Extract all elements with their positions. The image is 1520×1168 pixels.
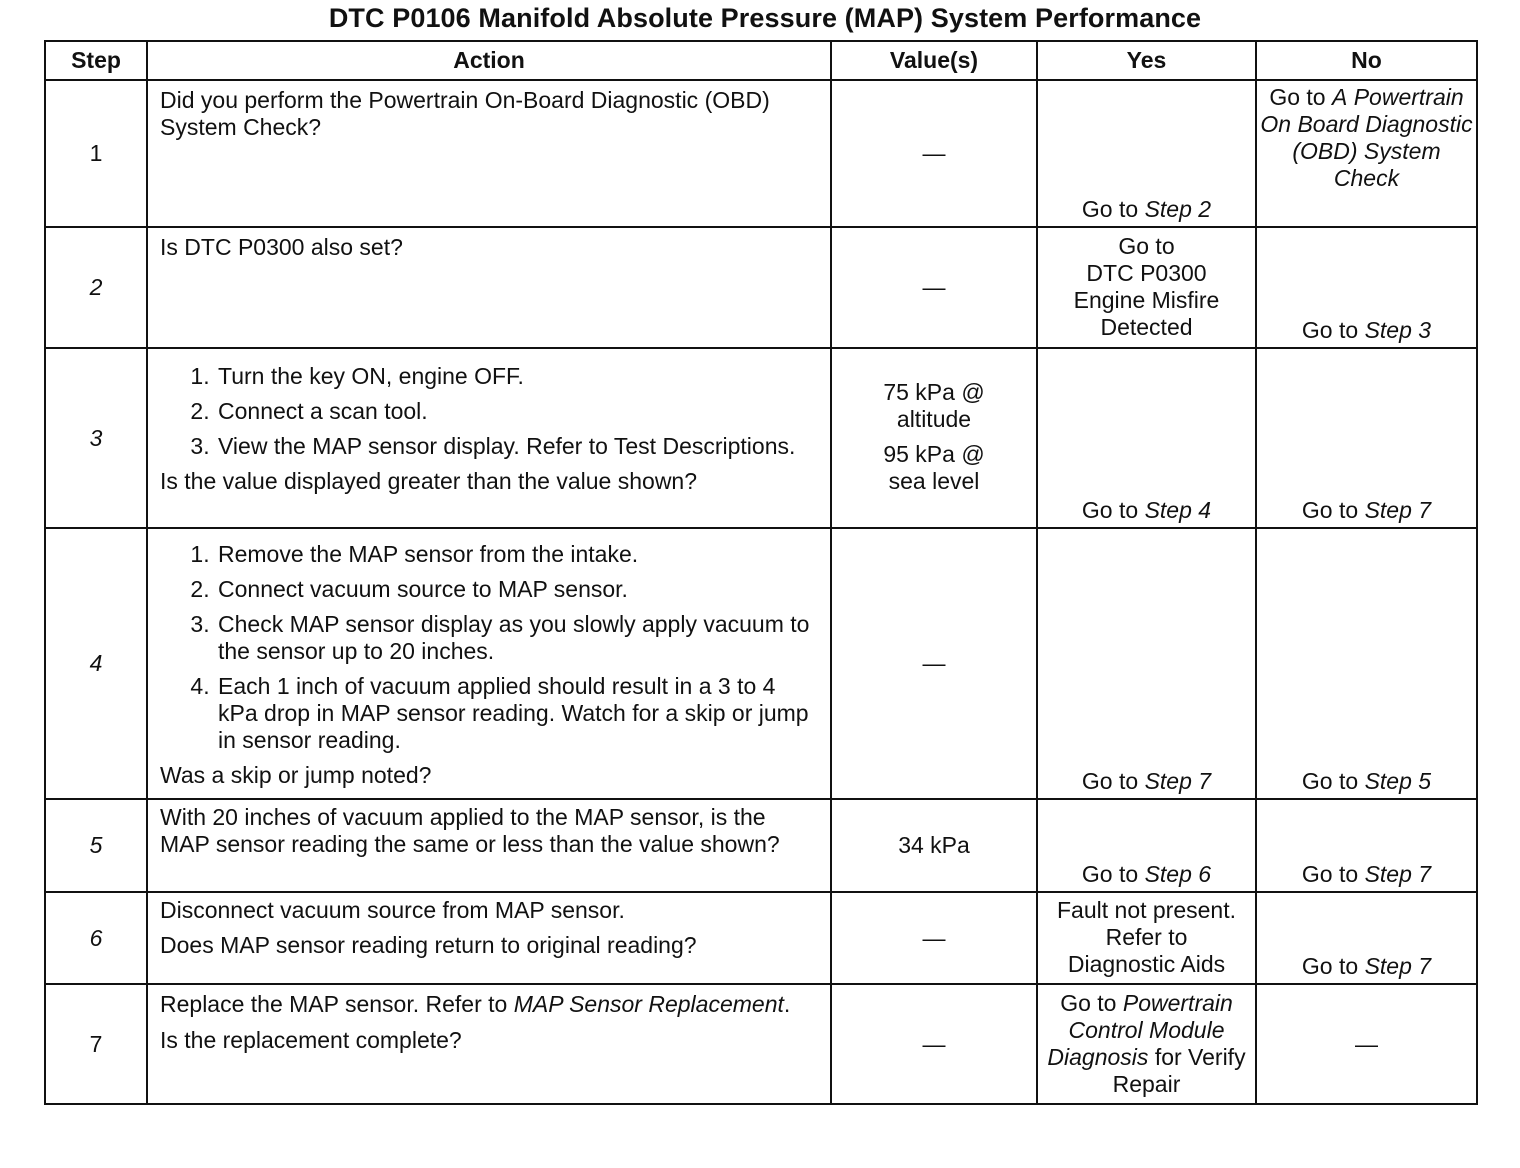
value-cell [831, 528, 1037, 799]
empty-dash: — [1355, 1030, 1378, 1057]
yes-cell [1037, 799, 1256, 892]
procedure-step: 1. Remove the MAP sensor from the intake. [216, 541, 820, 568]
yes-cell [1037, 892, 1256, 984]
empty-dash: — [922, 140, 946, 166]
action-text: Did you perform the Powertrain On-Board Diagnostic (OBD) System Check? [160, 87, 770, 140]
action-text: Is DTC P0300 also set? [160, 234, 403, 260]
table-row [45, 892, 1477, 984]
header-values: Value(s) [831, 41, 1037, 80]
action-ref: MAP Sensor Replacement [513, 991, 784, 1017]
yes-prefix: Go to [1081, 861, 1139, 887]
action-text: With 20 inches of vacuum applied to the MAP sensor, is the MAP sensor reading the same or less than the value shown? [160, 804, 780, 857]
question-text: Is the replacement complete? [160, 1027, 462, 1053]
action-text: Replace the MAP sensor. Refer to MAP Sensor Replacement. [160, 991, 791, 1017]
yes-ref: Powertrain Control Module Diagnosis [1047, 990, 1233, 1070]
header-no: No [1256, 41, 1477, 80]
action-prefix: Replace the MAP sensor. Refer to [160, 991, 508, 1017]
no-cell [1256, 892, 1477, 984]
yes-cell [1037, 80, 1256, 227]
yes-ref: Step 6 [1144, 861, 1212, 887]
no-ref: Step 7 [1364, 953, 1432, 979]
yes-ref: Step 7 [1144, 768, 1212, 794]
value-cell [831, 80, 1037, 227]
table-row [45, 227, 1477, 348]
header-yes: Yes [1037, 41, 1256, 80]
no-ref: Step 7 [1364, 861, 1432, 887]
procedure-step: 1. Turn the key ON, engine OFF. [216, 363, 820, 390]
table-row [45, 348, 1477, 528]
no-cell [1256, 799, 1477, 892]
value-line: 95 kPa @ sea level [883, 441, 985, 494]
procedure-step: 3. Check MAP sensor display as you slowly apply vacuum to the sensor up to 20 inches. [216, 611, 820, 665]
step-number: 4 [45, 528, 147, 799]
no-prefix: Go to [1301, 317, 1359, 343]
value-cell [831, 984, 1037, 1104]
value-text: 34 kPa [898, 832, 970, 858]
yes-prefix: Go to [1081, 497, 1139, 523]
table-row [45, 799, 1477, 892]
yes-ref: Step 2 [1144, 196, 1212, 222]
table-row [45, 80, 1477, 227]
question-text: Does MAP sensor reading return to original reading? [160, 932, 697, 958]
step-number: 5 [45, 799, 147, 892]
step-number: 1 [45, 80, 147, 227]
empty-dash: — [922, 924, 946, 951]
question-text: Was a skip or jump noted? [160, 762, 432, 788]
value-cell [831, 348, 1037, 528]
table-row [45, 528, 1477, 799]
no-cell [1256, 80, 1477, 227]
yes-prefix: Go to [1060, 990, 1117, 1016]
step-number: 7 [45, 984, 147, 1104]
procedure-step: 2. Connect vacuum source to MAP sensor. [216, 576, 820, 603]
no-cell [1256, 984, 1477, 1104]
no-ref: Step 7 [1364, 497, 1432, 523]
action-cell [147, 348, 831, 528]
header-action: Action [147, 41, 831, 80]
yes-ref: Step 4 [1144, 497, 1212, 523]
procedure-step: 2. Connect a scan tool. [216, 398, 820, 425]
no-prefix: Go to [1301, 497, 1359, 523]
procedure-step: 4. Each 1 inch of vacuum applied should result in a 3 to 4 kPa drop in MAP sensor reading. Watch for a skip or jump in sensor reading. [216, 673, 820, 754]
yes-suffix: for Verify Repair [1112, 1044, 1246, 1097]
no-prefix: Go to [1301, 953, 1359, 979]
value-line: 75 kPa @ altitude [883, 379, 985, 432]
action-line: Disconnect vacuum source from MAP sensor. [160, 897, 625, 923]
procedure-list [160, 541, 820, 754]
header-row [45, 41, 1477, 80]
no-ref: Step 3 [1364, 317, 1432, 343]
step-number: 3 [45, 348, 147, 528]
no-cell [1256, 348, 1477, 528]
value-cell [831, 799, 1037, 892]
no-ref: Step 5 [1364, 768, 1432, 794]
no-prefix: Go to [1301, 861, 1359, 887]
yes-line: DTC P0300 [1086, 260, 1207, 286]
step-number: 6 [45, 892, 147, 984]
action-cell [147, 227, 831, 348]
page-title: DTC P0106 Manifold Absolute Pressure (MAP) System Performance [328, 3, 1202, 33]
header-step: Step [45, 41, 147, 80]
no-cell [1256, 528, 1477, 799]
yes-line: Engine Misfire [1073, 287, 1220, 313]
yes-prefix: Go to [1081, 768, 1139, 794]
yes-line: Go to [1118, 233, 1175, 259]
empty-dash: — [922, 1030, 946, 1057]
diagnostic-table [44, 40, 1478, 1105]
yes-cell [1037, 348, 1256, 528]
question-text: Is the value displayed greater than the value shown? [160, 468, 698, 494]
yes-line: Refer to [1105, 924, 1188, 950]
action-cell [147, 799, 831, 892]
yes-cell [1037, 528, 1256, 799]
yes-prefix: Go to [1081, 196, 1139, 222]
yes-cell [1037, 984, 1256, 1104]
table-row [45, 984, 1477, 1104]
action-cell [147, 528, 831, 799]
value-cell [831, 227, 1037, 348]
procedure-step: 3. View the MAP sensor display. Refer to Test Descriptions. [216, 433, 820, 460]
no-ref: A [1331, 84, 1348, 110]
yes-cell [1037, 227, 1256, 348]
no-prefix: Go to [1301, 768, 1359, 794]
procedure-list [160, 363, 820, 460]
action-cell [147, 984, 831, 1104]
no-ref-detail: Powertrain On Board Diagnostic (OBD) System Check [1260, 84, 1473, 191]
yes-line: Detected [1100, 314, 1193, 340]
no-prefix: Go to [1269, 84, 1326, 110]
yes-line: Fault not present. [1057, 897, 1236, 923]
step-number: 2 [45, 227, 147, 348]
empty-dash: — [922, 650, 946, 676]
yes-line: Diagnostic Aids [1067, 951, 1226, 977]
no-cell [1256, 227, 1477, 348]
action-cell [147, 80, 831, 227]
empty-dash: — [922, 274, 946, 300]
value-cell [831, 892, 1037, 984]
action-cell [147, 892, 831, 984]
